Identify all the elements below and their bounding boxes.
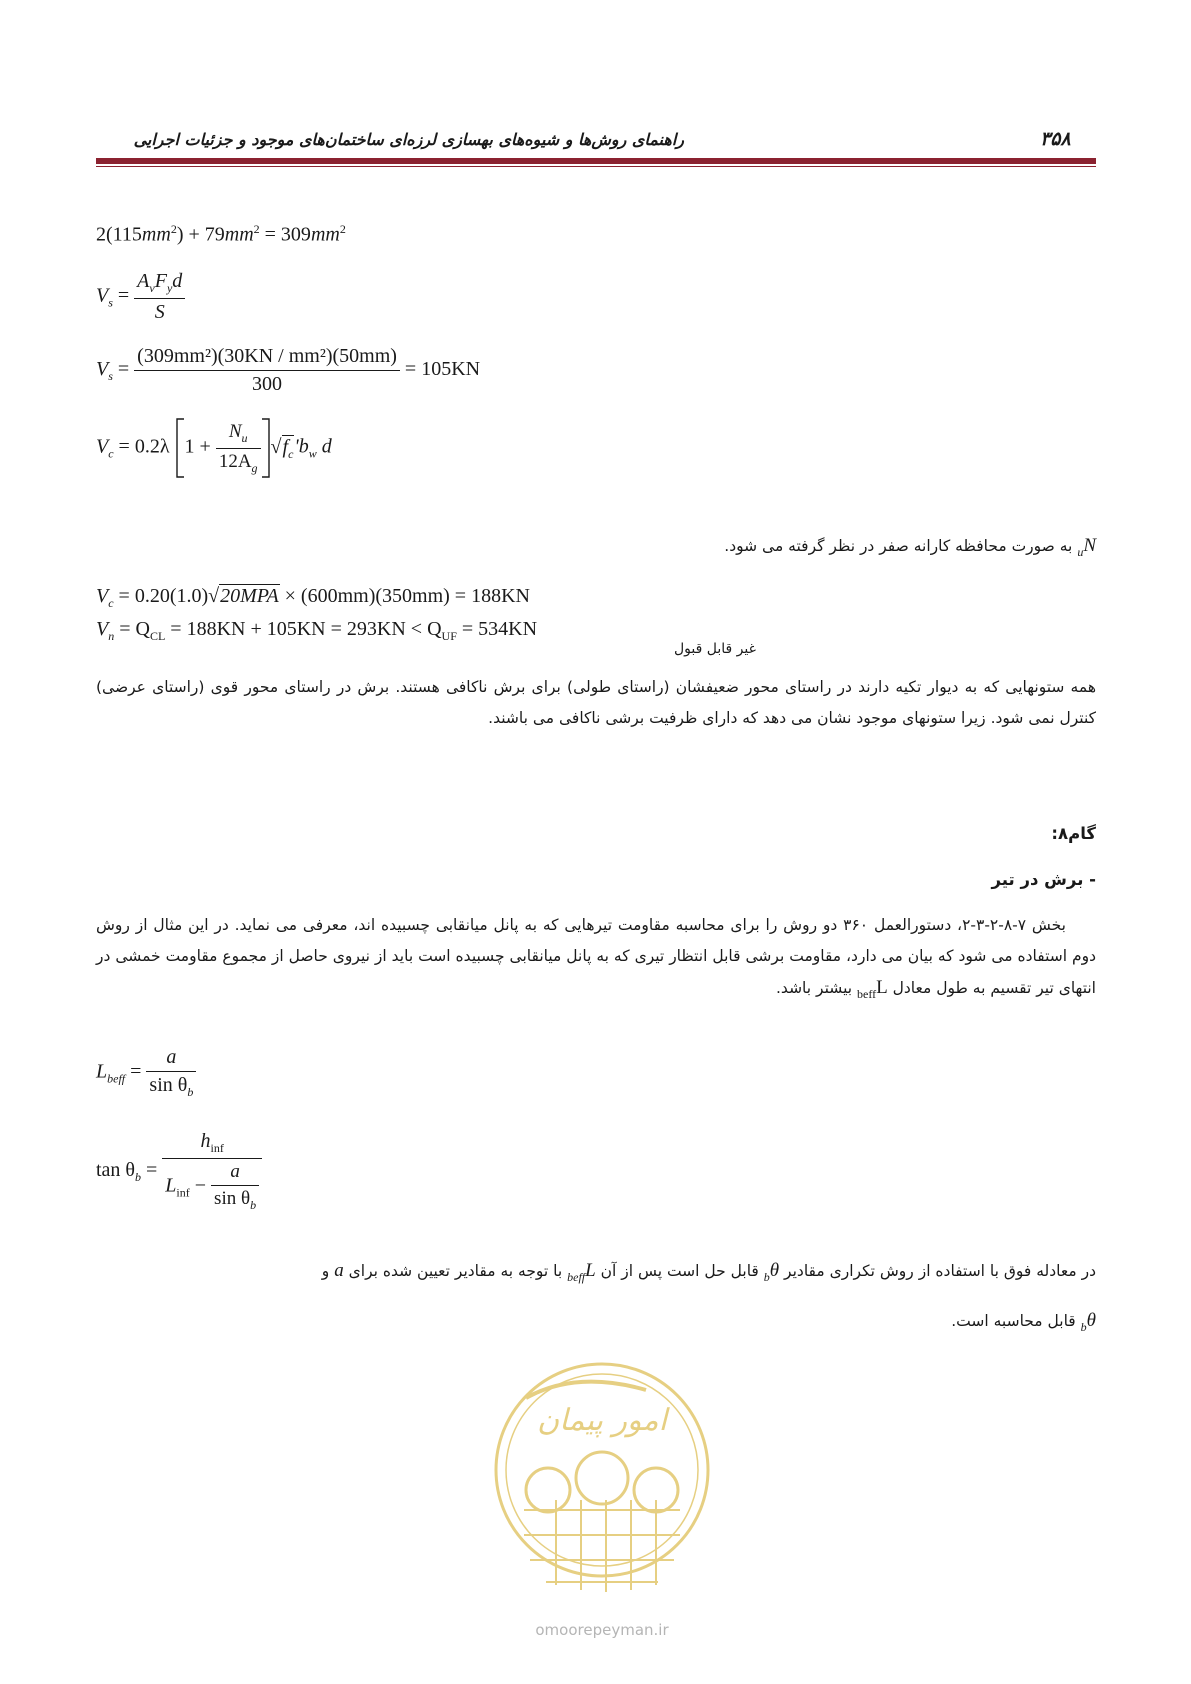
not-acceptable-note: غیر قابل قبول [674, 641, 756, 657]
equation-vc-formula: $V_c = 0.2\lambda$ 1 + $\frac{N_u}{12A_g}$ $√f_c'b_w$ d [96, 418, 332, 478]
equation-tan-theta: $\tan \theta_b$ = $h_{inf}$ $L_{inf}$ − $\frac{a}{\sin \theta_b}$ [96, 1130, 262, 1213]
watermark [486, 1350, 718, 1650]
watermark-logo-icon [486, 1350, 718, 1650]
equation-tie-area: $2(115mm^2) + 79mm^2 = 309mm^2$ [96, 222, 346, 246]
watermark-url: omoorepeyman.ir [535, 1621, 669, 1639]
header-rule-thick [96, 158, 1096, 164]
beam-shear-heading: - برش در تیر [991, 870, 1096, 889]
paragraph-beam-strength: بخش ۷-۸-۲-۳-۲، دستورالعمل ۳۶۰ دو روش را برای محاسبه مقاومت تیرهایی که به پانل میانقابی چسبیده اند، معرفی می نماید. در این مثال از روش دوم استفاده می شود که بیان می دارد، مقاومت برشی قابل انتظار تیری که به پانل میانقابی چسبیده است باید از نیروی حاصل از مجموع مقاومت خمشی در انتهای تیر تقسیم به طول معادل $L_{beff}$ بیشتر باشد. [96, 916, 1096, 1001]
equation-vn-value: $V_n = Q_{CL} = 188KN + 105KN = 293KN < Q_{UF} = 534KN$ [96, 618, 538, 643]
equation-lbeff: $L_{beff}$ = $\frac{a}{\sin \theta_b}$ [96, 1046, 196, 1100]
equation-vs-value: $V_s$ = $\frac{\text{(309mm²)(30KN / mm²)(50mm)}}{300}$ = 105KN [96, 345, 481, 395]
step-8-heading: گام۸: [1051, 824, 1096, 843]
nu-sentence: $N_u$ به صورت محافظه کارانه صفر در نظر گرفته می شود. [724, 535, 1096, 559]
page-number: ۳۵۸ [1040, 128, 1071, 150]
equation-vc-value: $V_c = 0.20(1.0)√20MPA \times (600mm)(350mm) = 188KN$ [96, 585, 530, 610]
header-title: راهنمای روش‌ها و شیوه‌های بهسازی لرزه‌ای ساختمان‌های موجود و جزئیات اجرایی [133, 130, 684, 149]
left-bracket-icon [175, 418, 185, 478]
page-header [96, 130, 1096, 152]
paragraph-theta-calc: $\theta_b$ قابل محاسبه است. [951, 1310, 1096, 1334]
header-rule-thin [96, 166, 1096, 167]
watermark-logo-text: امور پیمان [537, 1403, 667, 1438]
paragraph-column-shear: همه ستونهایی که به دیوار تکیه دارند در راستای محور ضعیفشان (راستای طولی) برای برش ناکافی هستند. برش در راستای محور قوی (راستای عرضی) کنترل نمی شود. زیرا ستونهای موجود نشان می دهد که دارای ظرفیت برشی ناکافی می باشند. [96, 678, 1096, 727]
paragraph-iterative-method: در معادله فوق با استفاده از روش تکراری مقادیر $\theta_b$ قابل حل است پس از آن $L_{beff}$ با توجه به مقادیر تعیین شده برای a و [321, 1260, 1096, 1284]
right-bracket-icon [261, 418, 271, 478]
equation-vs-formula: $V_s$ = $\frac{A_vF_yd}{S}$ [96, 270, 185, 324]
